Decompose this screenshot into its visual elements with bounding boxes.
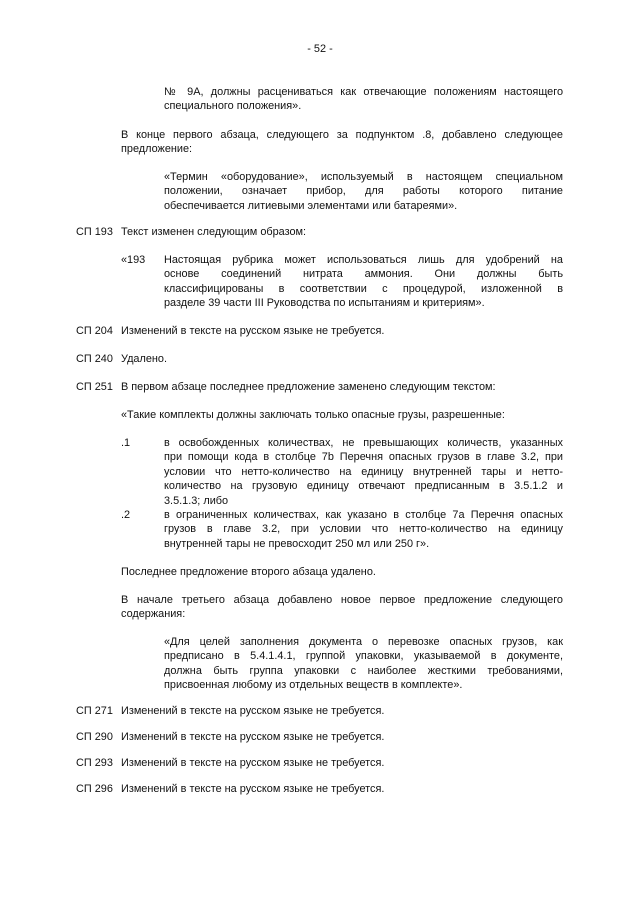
sp240-text: Удалено.: [121, 353, 167, 365]
text-line: специального положения».: [164, 100, 302, 113]
text-line: классифицированы в соответствии с процедурой, изложенной в: [164, 282, 563, 295]
sp193-quote: [164, 253, 563, 311]
text-line: при помощи кода в столбце 7b Перечня опасных грузов в главе 3.2, при: [164, 451, 563, 464]
text-line: предписано в 5.4.1.4.1, группой упаковки, указываемой в документе,: [164, 650, 563, 663]
sp251-item-1-number: .1: [121, 437, 131, 449]
text-line: «Термин «оборудование», используемый в настоящем специальном: [164, 171, 563, 183]
text-line: условии что нетто-количество на единицу внутренней тары и нетто-: [164, 465, 563, 478]
sp271-text: Изменений в тексте на русском языке не требуется.: [121, 705, 385, 717]
sp290-text: Изменений в тексте на русском языке не требуется.: [121, 731, 385, 743]
text-line: обеспечивается литиевыми элементами или батареями».: [164, 199, 458, 212]
text-line: грузов в главе 3.2, при условии что нетто-количество на единицу: [164, 523, 563, 536]
text-line: В начале третьего абзаца добавлено новое первое предложение следующего: [121, 594, 563, 606]
text-line: 3.5.1.3; либо: [164, 494, 229, 507]
text-line: разделе 39 части III Руководства по испытаниям и критериям».: [164, 297, 485, 310]
sp296-label: СП 296: [76, 783, 113, 795]
text-line: положении, означает прибор, для работы которого питание: [164, 185, 563, 198]
sp293-text: Изменений в тексте на русском языке не требуется.: [121, 757, 385, 769]
text-line: содержания:: [121, 608, 186, 621]
sp204-text: Изменений в тексте на русском языке не требуется.: [121, 325, 385, 337]
text-line: должна быть группа упаковки с наиболее жесткими требованиями,: [164, 664, 563, 677]
paragraph-end-first: [121, 128, 563, 157]
sp193-quote-number: «193: [121, 254, 146, 266]
text-line: Настоящая рубрика может использоваться лишь для удобрений на: [164, 254, 563, 266]
text-line: присвоенная любому из отдельных веществ в комплекте».: [164, 679, 463, 692]
sp271-label: СП 271: [76, 705, 113, 717]
sp251-item-2-number: .2: [121, 509, 131, 521]
sp240-label: СП 240: [76, 353, 113, 365]
text-line: в ограниченных количествах, как указано в столбце 7a Перечня опасных: [164, 509, 563, 521]
sp193-label: СП 193: [76, 226, 113, 238]
sp293-label: СП 293: [76, 757, 113, 769]
sp251-label: СП 251: [76, 381, 113, 393]
text-line: количество на грузовую единицу отвечают предписанным в 3.5.1.2 и: [164, 480, 563, 493]
sp290-label: СП 290: [76, 731, 113, 743]
page-number: - 52 -: [307, 43, 333, 55]
sp251-quote-intro: «Такие комплекты должны заключать только опасные грузы, разрешенные:: [121, 409, 505, 421]
text-line: внутренней тары не превосходит 250 мл или 250 г».: [164, 537, 430, 550]
sp251-item-1: [164, 436, 563, 508]
sp251-item-2: [164, 508, 563, 551]
sp251-text: В первом абзаце последнее предложение заменено следующим текстом:: [121, 381, 496, 393]
text-line: в освобожденных количествах, не превышающих количеств, указанных: [164, 437, 563, 449]
sp251-third-paragraph: [121, 593, 563, 622]
sp296-text: Изменений в тексте на русском языке не требуется.: [121, 783, 385, 795]
text-line: предложение:: [121, 143, 193, 156]
text-line: основе соединений нитрата аммония. Они должны быть: [164, 268, 563, 281]
text-line: «Для целей заполнения документа о перевозке опасных грузов, как: [164, 636, 563, 648]
sp251-second-paragraph-note: Последнее предложение второго абзаца удалено.: [121, 566, 376, 578]
quote-term: [164, 170, 563, 213]
sp204-label: СП 204: [76, 325, 113, 337]
sp193-text: Текст изменен следующим образом:: [121, 226, 307, 238]
sp251-quote-document: [164, 635, 563, 693]
intro-quote: [164, 85, 563, 114]
text-line: В конце первого абзаца, следующего за подпунктом .8, добавлено следующее: [121, 129, 563, 141]
text-line: № 9A, должны расцениваться как отвечающие положениям настоящего: [164, 86, 563, 98]
